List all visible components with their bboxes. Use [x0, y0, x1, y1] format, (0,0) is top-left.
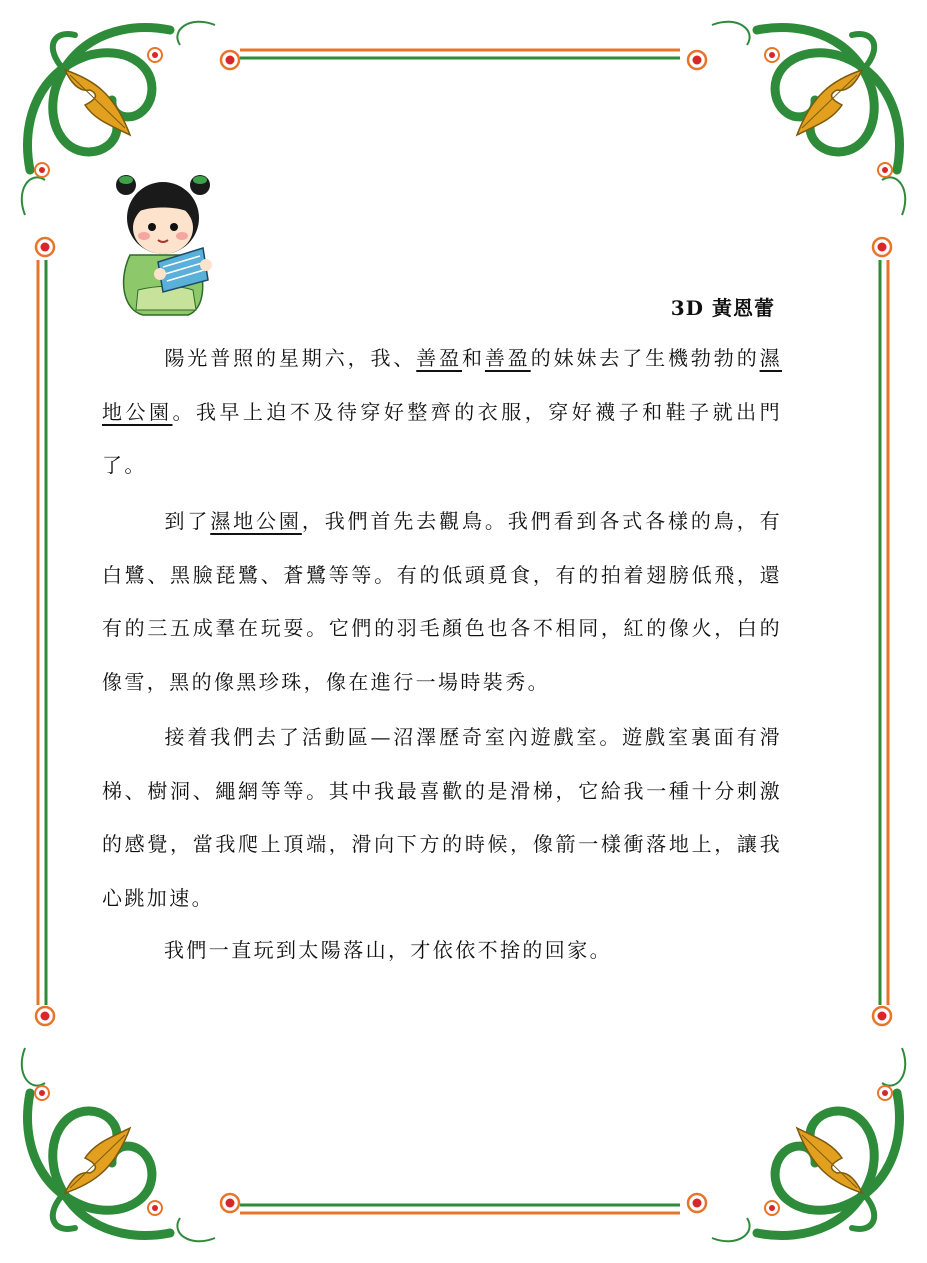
underlined-name: 善盈 — [416, 346, 463, 370]
paragraph-2: 到了濕地公園，我們首先去觀鳥。我們看到各式各樣的鳥，有白鷺、黑臉琵鷺、蒼鷺等等。有的低頭覓食，有的拍着翅膀低飛，還有的三五成羣在玩耍。它們的羽毛顏色也各不相同，紅的像火，白的像雪，黑的像黑珍珠，像在進行一場時裝秀。 — [102, 509, 782, 694]
paragraph-1: 陽光普照的星期六，我、善盈和善盈的妹妹去了生機勃勃的濕地公園。我早上迫不及待穿好整齊的衣服，穿好襪子和鞋子就出門了。 — [102, 346, 783, 477]
underlined-name: 善盈 — [484, 346, 531, 370]
underlined-place: 濕地公園 — [102, 346, 782, 424]
girl-reading-illustration — [108, 170, 218, 320]
paragraph-4: 我們一直玩到太陽落山，才依依不捨的回家。 — [164, 938, 612, 962]
paragraph-3: 接着我們去了活動區—沼澤歷奇室內遊戲室。遊戲室裏面有滑梯、樹洞、繩網等等。其中我最喜歡的是滑梯，它給我一種十分刺激的感覺，當我爬上頂端，滑向下方的時候，像箭一樣衝落地上，讓我心跳加速。 — [102, 725, 782, 910]
underlined-place: 濕地公園 — [210, 509, 302, 533]
author-line: 3D 黃恩蕾 — [670, 296, 775, 320]
